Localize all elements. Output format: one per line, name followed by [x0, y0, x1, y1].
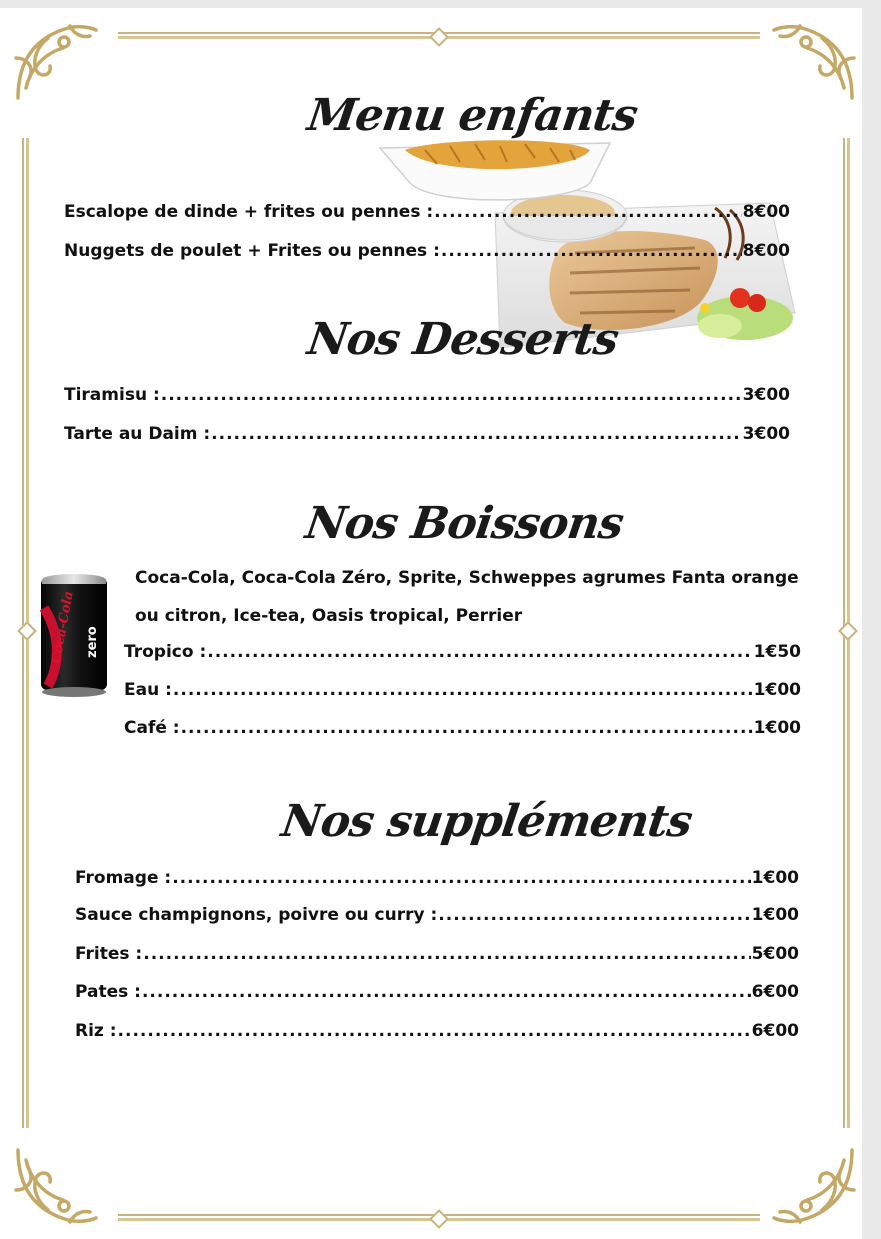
menu-item-price: 8€00	[742, 202, 790, 222]
supplements-title: Nos suppléments	[278, 796, 695, 847]
drinks-description-line2: ou citron, Ice-tea, Oasis tropical, Perrier	[135, 606, 523, 626]
leader-dots	[143, 944, 750, 964]
menu-item-name: Fromage :	[75, 868, 172, 888]
leader-dots	[161, 385, 742, 405]
menu-item-price: 8€00	[742, 241, 790, 261]
right-border-ornament	[838, 621, 858, 641]
menu-item	[64, 385, 790, 405]
menu-item-price: 5€00	[751, 944, 799, 964]
menu-item	[75, 1021, 799, 1041]
leader-dots	[118, 1021, 751, 1041]
menu-item	[64, 424, 790, 444]
menu-item-price: 1€00	[751, 868, 799, 888]
drinks-description-line1: Coca-Cola, Coca-Cola Zéro, Sprite, Schweppes agrumes Fanta orange	[135, 568, 799, 588]
menu-item-name: Nuggets de poulet + Frites ou pennes :	[64, 241, 440, 261]
bottom-border-ornament	[429, 1209, 449, 1229]
menu-item-price: 1€00	[751, 905, 799, 925]
coca-cola-zero-can-image	[38, 568, 110, 700]
menu-item-price: 1€00	[753, 718, 801, 738]
corner-ornament-bottom-right	[772, 1140, 862, 1230]
left-border-ornament	[17, 621, 37, 641]
boissons-title: Nos Boissons	[302, 498, 627, 549]
leader-dots	[211, 424, 742, 444]
menu-item	[75, 944, 799, 964]
menu-item-price: 1€50	[753, 642, 801, 662]
menu-item-name: Tropico :	[124, 642, 207, 662]
menu-item	[75, 905, 799, 925]
menu-item-name: Frites :	[75, 944, 143, 964]
menu-item	[75, 982, 799, 1002]
menu-item-price: 1€00	[753, 680, 801, 700]
corner-ornament-top-right	[772, 18, 862, 108]
top-border-ornament	[429, 27, 449, 47]
menu-item	[124, 718, 801, 738]
menu-item-name: Pates :	[75, 982, 141, 1002]
menu-item-name: Sauce champignons, poivre ou curry :	[75, 905, 438, 925]
leader-dots	[142, 982, 751, 1002]
can-brand-text: Coca-Cola	[49, 590, 77, 665]
menu-item-name: Café :	[124, 718, 180, 738]
menu-item-price: 3€00	[742, 424, 790, 444]
menu-page	[0, 8, 862, 1239]
leader-dots	[172, 868, 750, 888]
leader-dots	[207, 642, 752, 662]
corner-ornament-bottom-left	[8, 1140, 98, 1230]
menu-item	[124, 642, 801, 662]
menu-item-name: Tarte au Daim :	[64, 424, 211, 444]
menu-item-name: Eau :	[124, 680, 172, 700]
menu-item-name: Escalope de dinde + frites ou pennes :	[64, 202, 434, 222]
menu-item	[64, 202, 790, 222]
can-variant-text: zero	[85, 626, 100, 658]
menu-item-name: Riz :	[75, 1021, 117, 1041]
menu-item-price: 6€00	[751, 982, 799, 1002]
corner-ornament-top-left	[8, 18, 98, 108]
menu-item	[64, 241, 790, 261]
leader-dots	[173, 680, 753, 700]
menu-enfants-title: Menu enfants	[304, 90, 641, 141]
desserts-title: Nos Desserts	[304, 314, 622, 365]
menu-item	[124, 680, 801, 700]
menu-item-price: 3€00	[742, 385, 790, 405]
leader-dots	[181, 718, 753, 738]
leader-dots	[434, 202, 742, 222]
leader-dots	[438, 905, 750, 925]
menu-item-name: Tiramisu :	[64, 385, 160, 405]
menu-item-price: 6€00	[751, 1021, 799, 1041]
leader-dots	[441, 241, 742, 261]
menu-item	[75, 868, 799, 888]
